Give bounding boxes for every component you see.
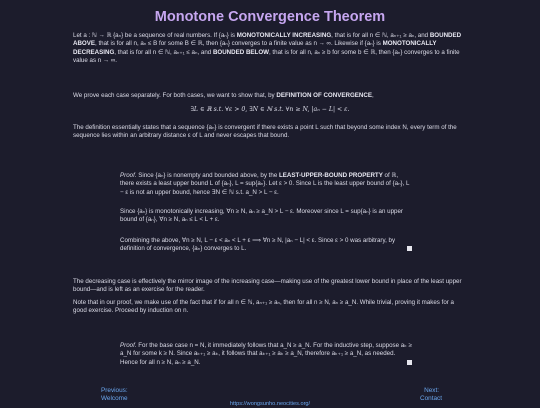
proof-step-2: Since {aₙ} is monotonically increasing, ∀n ≥ N, aₙ ≥ a_N > L − ε. Moreover since L = sup{aₙ} is an upper bound of {aₙ}, ∀n ≥ N, aₙ ≤ L < L + ε. xyxy=(120,208,403,224)
decreasing-case-paragraph: The decreasing case is effectively the mirror image of the increasing case—making use of the greatest lower bound in place of the least upper bound—and is left as an exercise for the reader. xyxy=(73,278,462,294)
text-span: For the base case n = N, it immediately follows that a_N ≥ a_N. For the inductive step, suppose aₖ ≥ a_N for some k ≥ N. Since aₖ₊₁ ≥ aₖ, it follows that aₖ₊₁ ≥ aₖ ≥ a_N, therefore aₖ₊₁ ≥ a_N, as needed. Hence for all n ≥ N, aₙ ≥ a_N. xyxy=(120,342,412,366)
text-span: Let a : ℕ → ℝ {aₙ} be a sequence of real numbers. If {aₙ} is xyxy=(73,32,237,39)
footer-url[interactable]: https://wongsunho.neocities.org/ xyxy=(229,401,311,407)
text-span: , that is for all n ∈ ℕ, aₙ₊₁ ≤ aₙ, and xyxy=(114,48,213,56)
term-monotonically-decreasing: MONOTONICALLY DECREASING xyxy=(73,40,437,56)
term-least-upper-bound: LEAST-UPPER-BOUND PROPERTY xyxy=(279,172,383,179)
text-span: , that is for all n, aₙ ≥ b for some b ∈ ℝ, then {aₙ} converges to a finite value as n → ∞. xyxy=(73,48,460,65)
nav-next-link[interactable]: Contact xyxy=(420,395,443,403)
proof-step-1 xyxy=(120,172,412,197)
text-span: , xyxy=(371,92,374,99)
intro-paragraph xyxy=(73,32,467,66)
term-bounded-below: BOUNDED BELOW xyxy=(212,48,269,56)
nav-previous-label: Previous: xyxy=(101,387,128,394)
term-definition-of-convergence: DEFINITION OF CONVERGENCE xyxy=(276,92,372,99)
text-span: We prove each case separately. For both cases, we want to show that, by xyxy=(73,92,277,99)
text-span: of ℝ, there exists a least upper bound L of {aₙ}, L = sup{aₙ}. Let ε > 0. Since L is the least upper bound of {aₙ}, L − ε is not an upper bound, hence ∃N ∈ ℕ s.t. a_N > L − ε. xyxy=(120,172,410,196)
text-span: Since {aₙ} is nonempty and bounded above, by the xyxy=(136,172,279,179)
convergence-equation: ∃L ∈ ℝ s.t. ∀ε > 0, ∃N ∈ ℕ s.t. ∀n ≥ N, |aₙ − L| < ε. xyxy=(190,106,350,113)
induction-proof xyxy=(120,342,412,367)
term-monotonically-increasing: MONOTONICALLY INCREASING xyxy=(236,32,332,39)
proof-label: Proof. xyxy=(120,172,137,179)
method-paragraph xyxy=(73,92,467,100)
term-bounded-above: BOUNDED ABOVE xyxy=(73,32,462,48)
text-span: , that is for all n ∈ ℕ, aₙ₊₁ ≥ aₙ, and xyxy=(331,32,430,39)
proof-step-3 xyxy=(120,237,412,254)
note-paragraph: Note that in our proof, we make use of the fact that if for all n ∈ ℕ, aₙ₊₁ ≥ aₙ, then for all n ≥ N, aₙ ≥ a_N. While trivial, proving it makes for a good exercise. Proceed by induction on n. xyxy=(73,299,454,315)
nav-next-label: Next: xyxy=(424,387,439,394)
page-title: Monotone Convergence Theorem xyxy=(154,9,386,25)
definition-paragraph: The definition essentially states that a sequence {aₙ} is convergent if there exists a point L such that beyond some index N, every term of the sequence lies within an arbitrary distance ε of L and never escapes that bound. xyxy=(73,124,457,140)
text-span: Combining the above, ∀n ≥ N, L − ε < aₙ < L + ε ⟹ ∀n ≥ N, |aₙ − L| < ε. Since ε > 0 was arbitrary, by definition of convergence, {aₙ} converges to L. xyxy=(120,237,396,253)
proof-label: Proof. xyxy=(120,342,137,349)
text-span: , that is for all n, aₙ ≤ B for some B ∈ ℝ, then {aₙ} converges to a finite value as n → ∞. Likewise if {aₙ} is xyxy=(95,40,383,48)
nav-previous-link[interactable]: Welcome xyxy=(101,395,128,403)
qed-icon xyxy=(407,246,412,251)
qed-icon xyxy=(407,360,412,365)
